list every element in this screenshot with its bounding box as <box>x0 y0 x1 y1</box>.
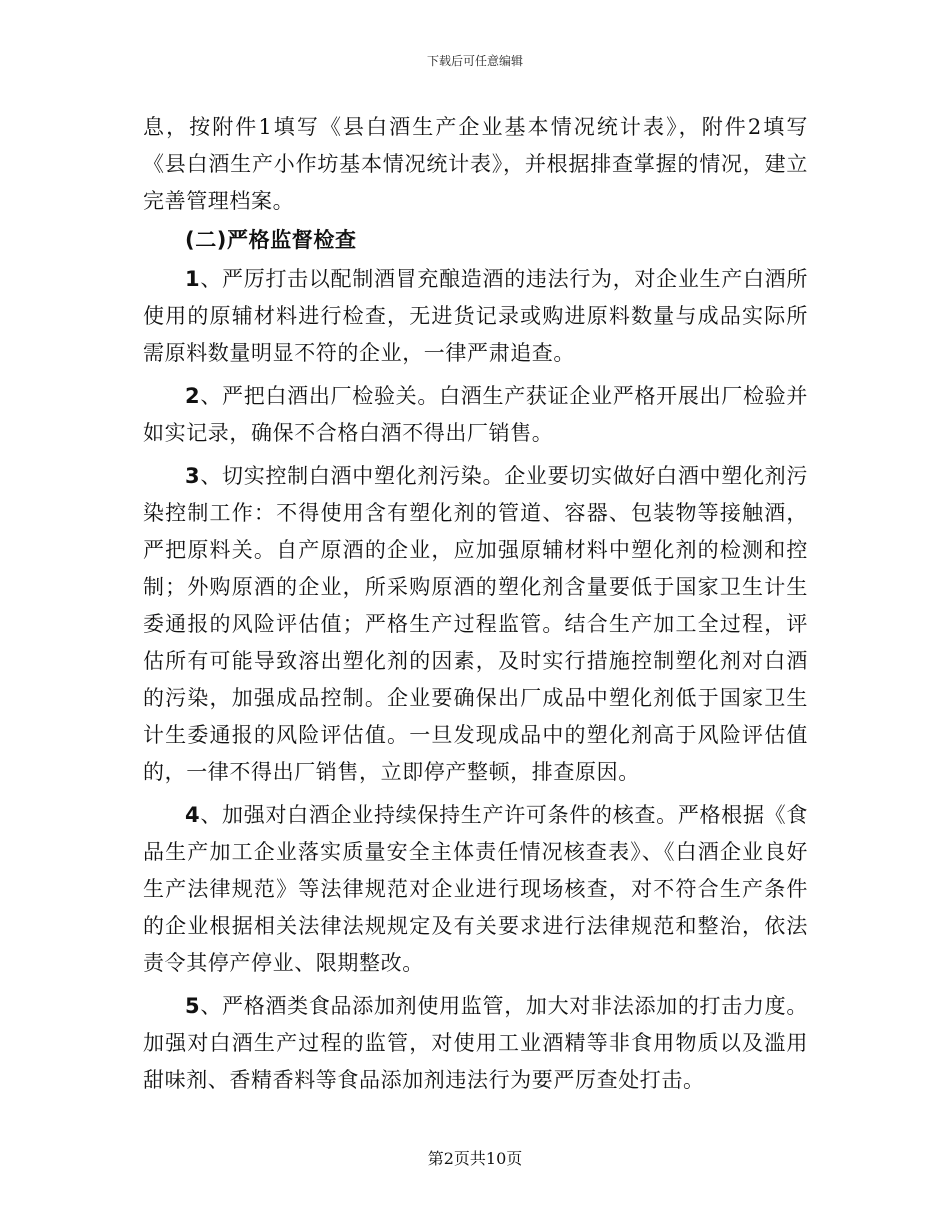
item-paragraph-4 <box>143 797 808 982</box>
item-paragraph-2 <box>143 378 808 452</box>
item-paragraph-5 <box>143 988 808 1099</box>
item-text: 、切实控制白酒中塑化剂污染。企业要切实做好白酒中塑化剂污染控制工作：不得使用含有塑化剂的管道、容器、包装物等接触酒，严把原料关。自产原酒的企业，应加强原辅材料中塑化剂的检测和控制；外购原酒的企业，所采购原酒的塑化剂含量要低于国家卫生计生委通报的风险评估值；严格生产过程监管。结合生产加工全过程，评估所有可能导致溶出塑化剂的因素，及时实行措施控制塑化剂对白酒的污染，加强成品控制。企业要确保出厂成品中塑化剂低于国家卫生计生委通报的风险评估值。一旦发现成品中的塑化剂高于风险评估值的，一律不得出厂销售，立即停产整顿，排查原因。 <box>143 464 808 784</box>
item-number: 5 <box>185 994 201 1018</box>
document-body <box>143 109 808 1099</box>
item-number: 1 <box>185 267 201 291</box>
intro-paragraph: 息，按附件1填写《县白酒生产企业基本情况统计表》，附件2填写《县白酒生产小作坊基本情况统计表》，并根据排查掌握的情况，建立完善管理档案。 <box>143 115 808 213</box>
item-paragraph-3 <box>143 458 808 791</box>
item-number: 4 <box>185 803 201 827</box>
page-header-note: 下载后可任意编辑 <box>426 54 523 68</box>
item-text: 、严格酒类食品添加剂使用监管，加大对非法添加的打击力度。加强对白酒生产过程的监管，对使用工业酒精等非食用物质以及滥用甜味剂、香精香料等食品添加剂违法行为要严厉查处打击。 <box>143 994 808 1092</box>
item-text: 、严把白酒出厂检验关。白酒生产获证企业严格开展出厂检验并如实记录，确保不合格白酒不得出厂销售。 <box>143 384 808 445</box>
page-number: 第2页共10页 <box>427 1149 523 1168</box>
item-text: 、加强对白酒企业持续保持生产许可条件的核查。严格根据《食品生产加工企业落实质量安全主体责任情况核查表》、《白酒企业良好生产法律规范》等法律规范对企业进行现场核查，对不符合生产条件的企业根据相关法律法规规定及有关要求进行法律规范和整治，依法责令其停产停业、限期整改。 <box>143 803 808 975</box>
item-number: 3 <box>185 464 201 488</box>
section-heading: (二)严格监督检查 <box>185 228 357 252</box>
item-text: 、严厉打击以配制酒冒充酿造酒的违法行为，对企业生产白酒所使用的原辅材料进行检查，无进货记录或购进原料数量与成品实际所需原料数量明显不符的企业，一律严肃追查。 <box>143 267 808 365</box>
item-paragraph-1 <box>143 261 808 372</box>
item-number: 2 <box>185 384 201 408</box>
